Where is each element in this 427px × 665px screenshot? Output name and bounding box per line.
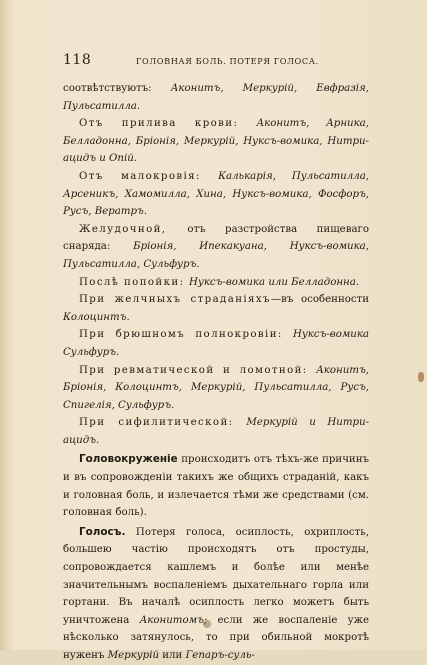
remedy-list: Аконитъ, Меркурій, Евфразія, Пульсатилла. <box>63 83 369 112</box>
text-run: соотвѣтствуютъ: <box>63 83 171 94</box>
page-number: 118 <box>63 52 92 68</box>
remedy-name: Аконитомъ; <box>139 614 208 626</box>
spaced-lead: Отъ малокровія: <box>79 170 219 182</box>
paragraph <box>63 274 369 292</box>
text-run: происходитъ отъ тѣхъ-же причинъ и въ сопровожденіи такихъ же общихъ страданій, какъ и головная боль, и излечается тѣми же средствами (см. головная боль). <box>63 454 369 519</box>
text-run: —въ особенности <box>270 294 370 306</box>
text-run: отъ разстройства пищеваго снаряда: <box>63 223 369 253</box>
remedy-list: Нуксъ-вомика Сульфуръ. <box>63 329 369 358</box>
remedy-list: Аконитъ, Бріонія, Колоцинтъ, Меркурій, Пульсатилла, Русъ, Спигелія, Сульфуръ. <box>63 364 369 411</box>
paragraph <box>63 80 369 115</box>
paragraph <box>63 221 369 274</box>
remedy-list: Бріонія, Ипекакуана, Нуксъ-вомика, Пульсатилла, Сульфуръ. <box>63 241 369 270</box>
page-header <box>63 54 397 70</box>
text-run: или <box>159 650 186 661</box>
spaced-lead: Отъ прилива крови: <box>79 118 257 130</box>
paragraph <box>63 362 369 415</box>
spaced-lead: При брюшномъ полнокровіи: <box>79 329 293 341</box>
section-title: Головокруженіе <box>79 453 178 466</box>
spaced-lead: При ревматической и ломотной: <box>79 364 317 376</box>
remedy-name: Меркурій <box>107 650 160 661</box>
paragraph <box>63 414 369 449</box>
paragraph <box>63 524 369 665</box>
paragraph <box>63 115 369 168</box>
section-title: Голосъ. <box>79 525 126 538</box>
text-run: Потеря голоса, осиплость, охриплость, большею частію происходятъ отъ простуды, сопровождается кашлемъ и болѣе или менѣе значительнымъ воспаленіемъ дыхательнаго горла или гортани. Въ началѣ осиплость легко можетъ быть уничтожена <box>63 526 369 626</box>
remedy-list: Калькарія, Пульсатилла, Арсеникъ, Хамомилла, Хина, Нуксъ-вомика, Фосфоръ, Русъ, Вератръ. <box>63 170 370 218</box>
spaced-lead: Послѣ попойки: <box>79 276 190 288</box>
running-title: ГОЛОВНАЯ БОЛЬ. ПОТЕРЯ ГОЛОСА. <box>136 56 319 66</box>
remedy-list: Колоцинтъ. <box>63 311 130 323</box>
remedy-list: Нуксъ-вомика или Белладонна. <box>189 276 360 288</box>
remedy-list: Аконитъ, Арника, Белладонна, Бріонія, Меркурій, Нуксъ-вомика, Нитри-ацидъ и Опій. <box>63 118 369 165</box>
remedy-name: Гепаръ-суль- <box>185 650 255 661</box>
paragraph <box>63 168 369 221</box>
paragraph <box>63 326 369 361</box>
paper-stain <box>203 620 211 628</box>
page-text <box>63 80 369 665</box>
paragraph <box>63 291 369 326</box>
spaced-lead: При желчныхъ страданіяхъ <box>79 294 271 306</box>
paper-stain <box>418 372 424 382</box>
text-run: если же воспаленіе уже нѣсколько затянулось, то при обильной мокротѣ нуженъ <box>63 614 369 661</box>
spaced-lead: Желудочной, <box>79 223 188 235</box>
remedy-list: Меркурій и Нитри-ацидъ. <box>63 417 370 446</box>
paragraph <box>63 451 369 521</box>
spaced-lead: При сифилитической: <box>79 417 247 429</box>
